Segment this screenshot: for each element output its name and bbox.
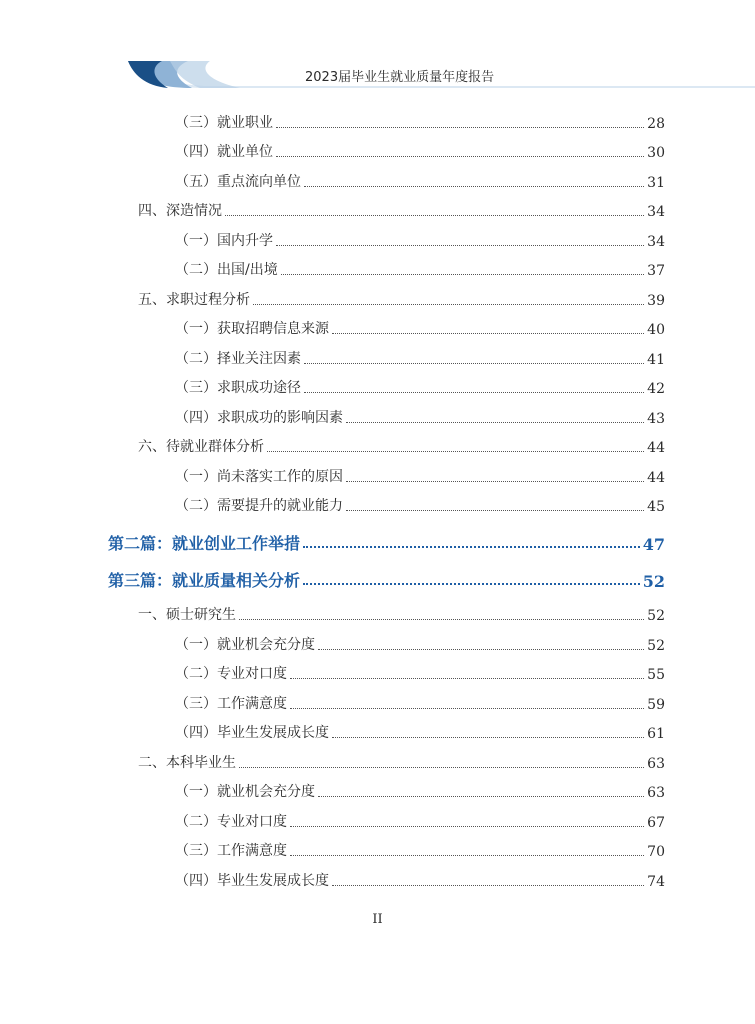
toc-entry-page: 47 xyxy=(642,535,665,554)
toc-entry-label: （四）求职成功的影响因素 xyxy=(175,410,343,426)
toc-entry-label: （一）就业机会充分度 xyxy=(175,637,315,653)
toc-subsection-entry[interactable] xyxy=(175,693,665,713)
toc-dot-leader xyxy=(304,392,644,393)
toc-entry-page: 34 xyxy=(647,234,665,250)
toc-dot-leader xyxy=(290,678,644,679)
toc-entry-page: 52 xyxy=(642,572,665,591)
toc-dot-leader xyxy=(346,510,644,511)
toc-dot-leader xyxy=(318,796,644,797)
toc-entry-label: （三）工作满意度 xyxy=(175,843,287,859)
toc-subsection-entry[interactable] xyxy=(175,663,665,683)
toc-section-entry[interactable] xyxy=(138,436,665,456)
header-decoration xyxy=(0,0,755,100)
toc-entry-label: （二）专业对口度 xyxy=(175,814,287,830)
report-title: 2023届毕业生就业质量年度报告 xyxy=(305,70,495,85)
toc-entry-label: 五、求职过程分析 xyxy=(138,292,250,308)
toc-dot-leader xyxy=(239,767,644,768)
toc-entry-page: 70 xyxy=(647,844,665,860)
toc-entry-page: 41 xyxy=(647,352,665,368)
toc-dot-leader xyxy=(267,451,644,452)
toc-entry-label: （一）就业机会充分度 xyxy=(175,784,315,800)
toc-dot-leader xyxy=(303,546,640,548)
toc-entry-page: 37 xyxy=(647,263,665,279)
toc-part-entry[interactable] xyxy=(108,567,665,591)
toc-subsection-entry[interactable] xyxy=(175,870,665,890)
toc-entry-page: 74 xyxy=(647,874,665,890)
toc-entry-label: （四）就业单位 xyxy=(175,144,273,160)
toc-entry-page: 42 xyxy=(647,381,665,397)
toc-subsection-entry[interactable] xyxy=(175,840,665,860)
toc-dot-leader xyxy=(332,885,644,886)
toc-entry-label: （二）择业关注因素 xyxy=(175,351,301,367)
toc-subsection-entry[interactable] xyxy=(175,318,665,338)
toc-entry-page: 52 xyxy=(647,638,665,654)
toc-section-entry[interactable] xyxy=(138,604,665,624)
toc-dot-leader xyxy=(239,619,644,620)
toc-subsection-entry[interactable] xyxy=(175,230,665,250)
toc-entry-label: 第三篇：就业质量相关分析 xyxy=(108,571,301,590)
toc-entry-page: 63 xyxy=(647,756,665,772)
toc-subsection-entry[interactable] xyxy=(175,377,665,397)
toc-entry-label: 第二篇：就业创业工作举措 xyxy=(108,534,301,553)
toc-dot-leader xyxy=(276,127,644,128)
page-header xyxy=(0,0,755,100)
toc-entry-label: （三）就业职业 xyxy=(175,115,273,131)
toc-entry-label: （四）毕业生发展成长度 xyxy=(175,873,329,889)
toc-subsection-entry[interactable] xyxy=(175,722,665,742)
toc-entry-page: 34 xyxy=(647,204,665,220)
toc-entry-page: 67 xyxy=(647,815,665,831)
toc-entry-page: 44 xyxy=(647,470,665,486)
toc-entry-label: （二）需要提升的就业能力 xyxy=(175,498,343,514)
toc-dot-leader xyxy=(253,304,644,305)
toc-entry-page: 55 xyxy=(647,667,665,683)
toc-entry-label: （一）国内升学 xyxy=(175,233,273,249)
toc-entry-label: （一）尚未落实工作的原因 xyxy=(175,469,343,485)
toc-entry-page: 31 xyxy=(647,175,665,191)
toc-subsection-entry[interactable] xyxy=(175,141,665,161)
toc-entry-page: 40 xyxy=(647,322,665,338)
toc-dot-leader xyxy=(303,583,640,585)
toc-entry-label: （五）重点流向单位 xyxy=(175,174,301,190)
toc-entry-label: （四）毕业生发展成长度 xyxy=(175,725,329,741)
toc-entry-page: 28 xyxy=(647,116,665,132)
toc-entry-label: （三）求职成功途径 xyxy=(175,380,301,396)
page-number: II xyxy=(372,912,383,927)
toc-part-entry[interactable] xyxy=(108,530,665,554)
toc-section-entry[interactable] xyxy=(138,289,665,309)
toc-dot-leader xyxy=(281,274,644,275)
toc-section-entry[interactable] xyxy=(138,752,665,772)
toc-dot-leader xyxy=(346,481,644,482)
toc-subsection-entry[interactable] xyxy=(175,466,665,486)
toc-dot-leader xyxy=(276,245,644,246)
toc-entry-page: 52 xyxy=(647,608,665,624)
toc-dot-leader xyxy=(290,826,644,827)
toc-subsection-entry[interactable] xyxy=(175,171,665,191)
toc-dot-leader xyxy=(276,156,644,157)
toc-entry-page: 61 xyxy=(647,726,665,742)
toc-dot-leader xyxy=(304,186,644,187)
toc-subsection-entry[interactable] xyxy=(175,348,665,368)
toc-dot-leader xyxy=(332,737,644,738)
toc-entry-label: （二）专业对口度 xyxy=(175,666,287,682)
toc-entry-label: 一、硕士研究生 xyxy=(138,607,236,623)
toc-entry-page: 63 xyxy=(647,785,665,801)
toc-subsection-entry[interactable] xyxy=(175,259,665,279)
toc-entry-page: 45 xyxy=(647,499,665,515)
toc-dot-leader xyxy=(225,215,644,216)
toc-subsection-entry[interactable] xyxy=(175,407,665,427)
toc-entry-label: （一）获取招聘信息来源 xyxy=(175,321,329,337)
toc-subsection-entry[interactable] xyxy=(175,634,665,654)
toc-dot-leader xyxy=(290,708,644,709)
toc-dot-leader xyxy=(332,333,644,334)
toc-entry-page: 39 xyxy=(647,293,665,309)
toc-subsection-entry[interactable] xyxy=(175,781,665,801)
toc-entry-label: 二、本科毕业生 xyxy=(138,755,236,771)
toc-entry-label: 六、待就业群体分析 xyxy=(138,439,264,455)
toc-dot-leader xyxy=(346,422,644,423)
toc-subsection-entry[interactable] xyxy=(175,495,665,515)
toc-entry-page: 59 xyxy=(647,697,665,713)
toc-subsection-entry[interactable] xyxy=(175,811,665,831)
toc-entry-label: （二）出国/出境 xyxy=(175,262,278,278)
toc-entry-page: 43 xyxy=(647,411,665,427)
toc-entry-page: 44 xyxy=(647,440,665,456)
toc-entry-label: （三）工作满意度 xyxy=(175,696,287,712)
toc-section-entry[interactable] xyxy=(138,200,665,220)
toc-entry-label: 四、深造情况 xyxy=(138,203,222,219)
toc-subsection-entry[interactable] xyxy=(175,112,665,132)
toc-entry-page: 30 xyxy=(647,145,665,161)
toc-dot-leader xyxy=(318,649,644,650)
toc-dot-leader xyxy=(304,363,644,364)
toc-dot-leader xyxy=(290,855,644,856)
